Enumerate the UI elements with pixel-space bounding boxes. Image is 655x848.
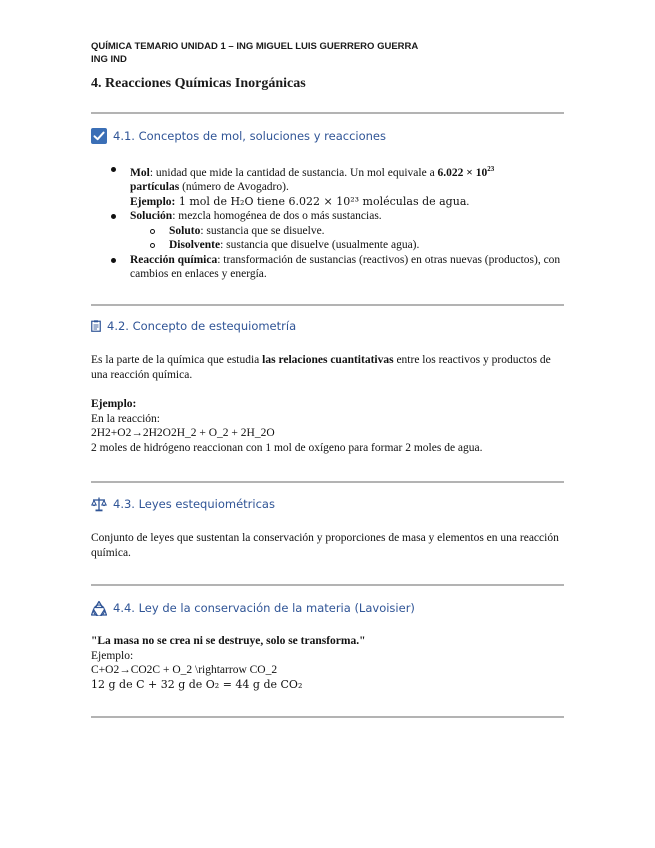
section-heading-label: 4.3. Leyes estequiométricas [113,497,275,511]
divider [91,304,564,306]
section-heading-label: 4.1. Conceptos de mol, soluciones y reacciones [113,129,386,143]
section-4-4-content [91,634,561,692]
term-soluto: Soluto [169,224,201,237]
text-fragment: entre los reactivos y productos de una reacción química. [91,354,551,381]
header-line-1: QUÍMICA TEMARIO UNIDAD 1 – ING MIGUEL LUIS GUERRERO GUERRA [91,41,419,52]
example-line-3: 2 moles de hidrógeno reaccionan con 1 mol de oxígeno para formar 2 moles de agua. [91,441,483,454]
section-4-1-content [91,162,561,282]
list-item-reaccion [91,253,561,282]
section-heading-4-4 [91,600,415,616]
example-label: Ejemplo: [130,195,176,208]
example-period: . [466,195,470,208]
mass-balance: 12 g de C + 32 g de O₂ = 44 g de CO₂ [91,677,303,691]
list-item-disolvente [130,238,561,253]
section-heading-label: 4.2. Concepto de estequiometría [107,319,297,333]
lavoisier-quote [91,634,561,649]
text-fragment: Es la parte de la química que estudia [91,354,263,366]
avogadro-exponent: 23 [487,165,495,173]
list-item-solucion [91,209,561,253]
reaccion-definition: : transformación de sustancias (reactivos) en otras nuevas (productos), con cambios en enlaces y energía. [130,253,561,281]
divider [91,481,564,483]
solution-components-list [130,224,561,253]
term-reaccion: Reacción química [130,253,218,266]
document-title: 4. Reacciones Químicas Inorgánicas [91,76,306,91]
list-item-mol [91,162,561,209]
term-solucion: Solución [130,210,173,223]
check-box-icon [91,128,107,144]
quote-text: "La masa no se crea ni se destruye, solo se transforma." [91,635,366,647]
page-header [91,40,571,66]
divider [91,584,564,586]
soluto-definition: : sustancia que se disuelve. [200,224,325,237]
example-line-1: En la reacción: [91,412,160,425]
example-label-text: Ejemplo: [91,398,137,410]
particles-label: partículas [130,181,180,194]
balance-scale-icon [91,496,107,512]
section-heading-label: 4.4. Ley de la conservación de la materia (Lavoisier) [113,601,415,615]
divider [91,112,564,114]
term-mol: Mol [130,166,150,179]
clipboard-icon [91,320,101,332]
example-equation: C+O2→CO2C + O_2 \rightarrow CO_2 [91,664,278,676]
term-disolvente: Disolvente [169,239,221,252]
section-heading-4-3 [91,496,275,512]
example-label: Ejemplo: [91,649,134,662]
section-4-2-content [91,353,561,455]
recycle-icon [91,600,107,616]
example-label [91,397,561,412]
section-heading-4-1 [91,128,386,144]
avogadro-value: 6.022 × 10 [437,166,488,179]
avogadro-note: (número de Avogadro). [179,181,289,194]
solucion-definition: : mezcla homogénea de dos o más sustancias. [172,210,382,223]
header-line-2: ING IND [91,54,127,65]
section-4-3-content [91,531,561,560]
divider [91,716,564,718]
section-heading-4-2 [91,319,296,333]
mol-definition: : unidad que mide la cantidad de sustancia. Un mol equivale a [149,166,438,179]
concept-list [91,162,561,282]
list-item-soluto [130,224,561,239]
stoichiometry-definition [91,353,561,382]
stoichiometric-laws-definition: Conjunto de leyes que sustentan la conservación y proporciones de masa y elementos en una reacción química. [91,532,559,559]
example-equation: 2H2+O2→2H2O2H_2 + O_2 + 2H_2O [91,427,275,439]
disolvente-definition: : sustancia que disuelve (usualmente agua). [220,239,420,252]
bold-fragment: las relaciones cuantitativas [262,354,394,366]
mol-example: 1 mol de H₂O tiene 6.022 × 10²³ moléculas de agua [175,194,467,208]
